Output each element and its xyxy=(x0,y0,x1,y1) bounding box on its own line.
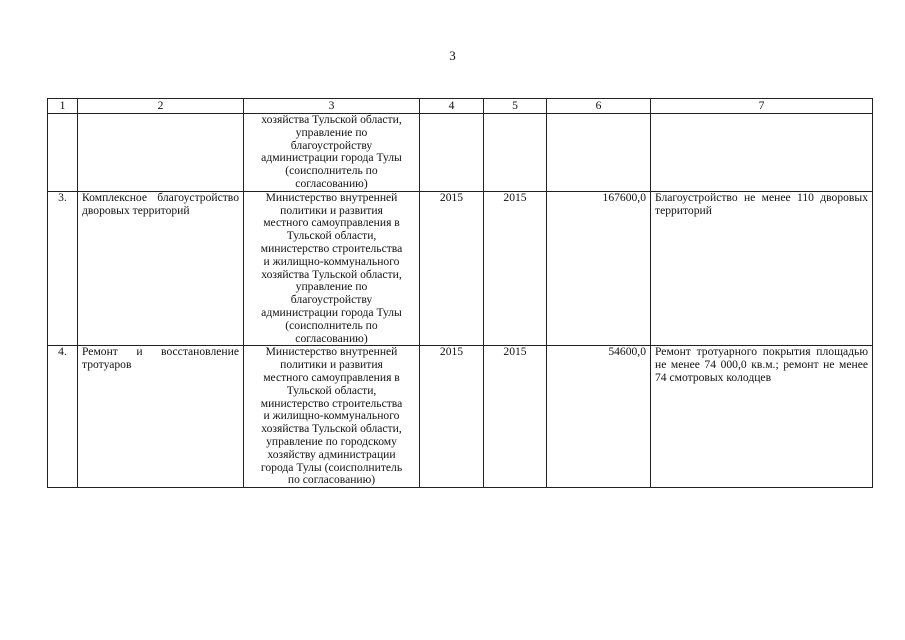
cell-amount: 167600,0 xyxy=(547,191,651,346)
executor-line: местного самоуправления в xyxy=(263,216,400,230)
executor-line: политики и развития xyxy=(280,358,383,372)
executor-line: благоустройству xyxy=(290,138,373,152)
cell-result: Благоустройство не менее 110 дворовых территорий xyxy=(651,191,873,346)
executor-line: хозяйства Тульской области, xyxy=(261,267,402,281)
cell-end xyxy=(484,114,547,192)
table-row xyxy=(48,191,873,346)
executor-line: Тульской области, xyxy=(286,229,377,243)
executor-line: и жилищно-коммунального xyxy=(263,409,400,423)
header-cell-6: 6 xyxy=(547,99,651,114)
executor-line: управление по xyxy=(295,280,368,294)
executor-line: города Тулы (соисполнитель xyxy=(260,460,403,474)
cell-executor xyxy=(244,346,420,488)
header-row xyxy=(48,99,873,114)
executor-line: согласованию) xyxy=(295,331,368,345)
executor-line: благоустройству xyxy=(290,293,373,307)
cell-name: Комплексное благоустройство дворовых территорий xyxy=(78,191,244,346)
executor-line: министерство строительства xyxy=(260,396,403,410)
executor-line: и жилищно-коммунального xyxy=(263,254,400,268)
header-cell-4: 4 xyxy=(420,99,484,114)
cell-amount: 54600,0 xyxy=(547,346,651,488)
cell-name: Ремонт и восстановление тротуаров xyxy=(78,346,244,488)
cell-start: 2015 xyxy=(420,191,484,346)
cell-end: 2015 xyxy=(484,346,547,488)
cell-num: 3. xyxy=(48,191,78,346)
executor-line: (соисполнитель по xyxy=(285,318,378,332)
executor-line: согласованию) xyxy=(295,176,368,190)
executor-line: администрации города Тулы xyxy=(261,151,402,165)
cell-num xyxy=(48,114,78,192)
header-cell-2: 2 xyxy=(78,99,244,114)
header-cell-7: 7 xyxy=(651,99,873,114)
executor-line: хозяйству администрации xyxy=(267,447,396,461)
executor-line: Тульской области, xyxy=(286,383,377,397)
cell-name xyxy=(78,114,244,192)
cell-end: 2015 xyxy=(484,191,547,346)
header-cell-1: 1 xyxy=(48,99,78,114)
executor-line: администрации города Тулы xyxy=(261,305,402,319)
executor-line: (соисполнитель по xyxy=(285,164,378,178)
cell-executor xyxy=(244,114,420,192)
executor-line: управление по городскому xyxy=(266,434,397,448)
cell-num: 4. xyxy=(48,346,78,488)
header-cell-5: 5 xyxy=(484,99,547,114)
table-row xyxy=(48,346,873,488)
cell-executor xyxy=(244,191,420,346)
header-cell-3: 3 xyxy=(244,99,420,114)
page-number: 3 xyxy=(449,48,456,63)
executor-line: Министерство внутренней xyxy=(265,190,398,204)
cell-result: Ремонт тротуарного покрытия площадью не менее 74 000,0 кв.м.; ремонт не менее 74 смотровых колодцев xyxy=(651,346,873,488)
executor-line: по согласованию) xyxy=(287,473,376,487)
executor-line: политики и развития xyxy=(280,203,383,217)
executor-line: хозяйства Тульской области, xyxy=(261,113,402,126)
program-table xyxy=(47,98,873,488)
executor-line: министерство строительства xyxy=(260,241,403,255)
cell-amount xyxy=(547,114,651,192)
executor-line: управление по xyxy=(295,125,368,139)
cell-start: 2015 xyxy=(420,346,484,488)
cell-result xyxy=(651,114,873,192)
continuation-row xyxy=(48,114,873,192)
cell-start xyxy=(420,114,484,192)
executor-line: местного самоуправления в xyxy=(263,370,400,384)
executor-line: хозяйства Тульской области, xyxy=(261,422,402,436)
executor-line: Министерство внутренней xyxy=(265,345,398,359)
